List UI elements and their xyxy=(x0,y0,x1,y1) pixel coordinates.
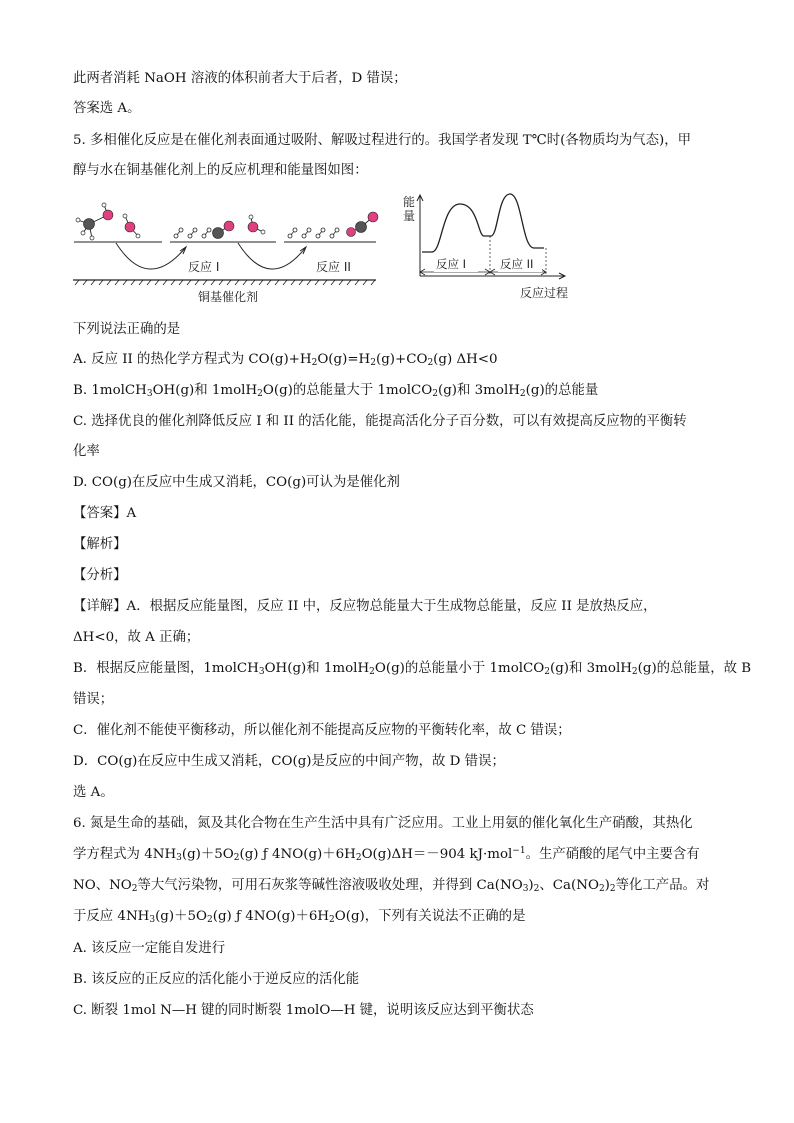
hydrogen-molecules-stage3 xyxy=(288,228,339,238)
q5-detail-b-line1: B．根据反应能量图，1molCH$_3$OH(g)和 1molH$_2$O(g)的总能量小于 1molCO$_2$(g)和 3molH$_2$(g)的总能量，故 B xyxy=(73,661,752,677)
q5-detail-d: D．CO(g)在反应中生成又消耗，CO(g)是反应的中间产物，故 D 错误； xyxy=(73,754,505,769)
q5-option-d: D. CO(g)在反应中生成又消耗，CO(g)可认为是催化剂 xyxy=(73,475,400,490)
process-label: 反应过程 xyxy=(520,286,569,300)
energy-label-2: 量 xyxy=(403,209,416,223)
q5-detail-a-line1: 【详解】A．根据反应能量图，反应 II 中，反应物总能量大于生成物总能量，反应 II 是放热反应， xyxy=(73,599,657,614)
catalyst-label: 铜基催化剂 xyxy=(198,290,259,304)
q5-stem-line2: 醇与水在铜基催化剂上的反应机理和能量图如图： xyxy=(73,163,368,178)
q5-option-a: A. 反应 II 的热化学方程式为 $CO(g)+H_2O(g)=H_2(g)+CO_2(g)$ ΔH<0 xyxy=(73,352,498,368)
q5-conclusion: 选 A。 xyxy=(73,785,114,800)
catalyst-surface-hatch xyxy=(75,280,375,285)
co-molecule-stage2 xyxy=(213,221,235,239)
reaction-mechanism-figure xyxy=(70,193,380,305)
q5-ask: 下列说法正确的是 xyxy=(73,322,181,337)
energy-label-r2: 反应 II xyxy=(500,257,534,271)
q6-stem-line2: 学方程式为 $4NH_3(g)+5O_2(g)$ ƒ $4NO(g)+6H_2O(g)\Delta H=-904$ kJ·mol$^{-1}$。生产硝酸的尾气中主要含有 xyxy=(73,846,700,863)
previous-answer-choice: 答案选 A。 xyxy=(73,101,141,116)
mech-label-r1: 反应 I xyxy=(188,260,220,274)
q5-analysis-sub-heading: 【分析】 xyxy=(73,568,127,583)
q5-answer: 【答案】A xyxy=(73,506,137,521)
arrow-arc-1 xyxy=(116,243,186,269)
water-molecule-2 xyxy=(248,215,265,234)
mech-label-r2: 反应 II xyxy=(316,260,351,274)
water-molecule-1 xyxy=(123,214,140,238)
q5-option-b: B. 1molCH$_3$OH(g)和 1molH$_2$O(g)的总能量大于 1molCO$_2$(g)和 3molH$_2$(g)的总能量 xyxy=(73,383,599,399)
previous-answer-line: 此两者消耗 NaOH 溶液的体积前者大于后者，D 错误； xyxy=(73,71,407,86)
q6-stem-line1: 6. 氮是生命的基础，氮及其化合物在生产生活中具有广泛应用。工业上用氨的催化氧化生产硝酸，其热化 xyxy=(73,816,693,831)
energy-curve xyxy=(422,194,544,252)
q5-detail-a-line2: ΔH<0，故 A 正确； xyxy=(73,630,200,645)
q5-stem-line1: 5. 多相催化反应是在催化剂表面通过吸附、解吸过程进行的。我国学者发现 T℃时(各物质均为气态)，甲 xyxy=(73,133,692,148)
co2-molecule xyxy=(347,212,379,237)
q5-analysis-heading: 【解析】 xyxy=(73,537,127,552)
methanol-molecule xyxy=(76,203,113,240)
energy-label-r1: 反应 I xyxy=(436,257,467,271)
q6-option-b: B. 该反应的正反应的活化能小于逆反应的活化能 xyxy=(73,972,360,987)
q5-detail-c: C．催化剂不能使平衡移动，所以催化剂不能提高反应物的平衡转化率，故 C 错误； xyxy=(73,723,571,738)
q6-option-a: A. 该反应一定能自发进行 xyxy=(73,941,226,956)
hydrogen-molecules-stage2 xyxy=(174,228,211,238)
q5-option-c-line2: 化率 xyxy=(73,444,100,459)
q5-detail-b-line2: 错误； xyxy=(73,692,114,707)
energy-label-1: 能 xyxy=(403,195,416,209)
energy-profile-diagram xyxy=(400,190,580,302)
q5-option-c-line1: C. 选择优良的催化剂降低反应 I 和 II 的活化能，能提高活化分子百分数，可以有效提高反应物的平衡转 xyxy=(73,414,687,429)
q6-option-c: C. 断裂 1mol N—H 键的同时断裂 1molO—H 键，说明该反应达到平衡状态 xyxy=(73,1003,534,1018)
arrow-arc-2 xyxy=(238,243,306,269)
q6-stem-line4: 于反应 $4NH_3(g)+5O_2(g)$ ƒ $4NO(g)+6H_2O(g)$，下列有关说法不正确的是 xyxy=(73,909,526,925)
q6-stem-line3: NO、$NO_2$等大气污染物，可用石灰浆等碱性溶液吸收处理，并得到 $Ca(NO_3)_2$、$Ca(NO_2)_2$等化工产品。对 xyxy=(73,878,710,894)
